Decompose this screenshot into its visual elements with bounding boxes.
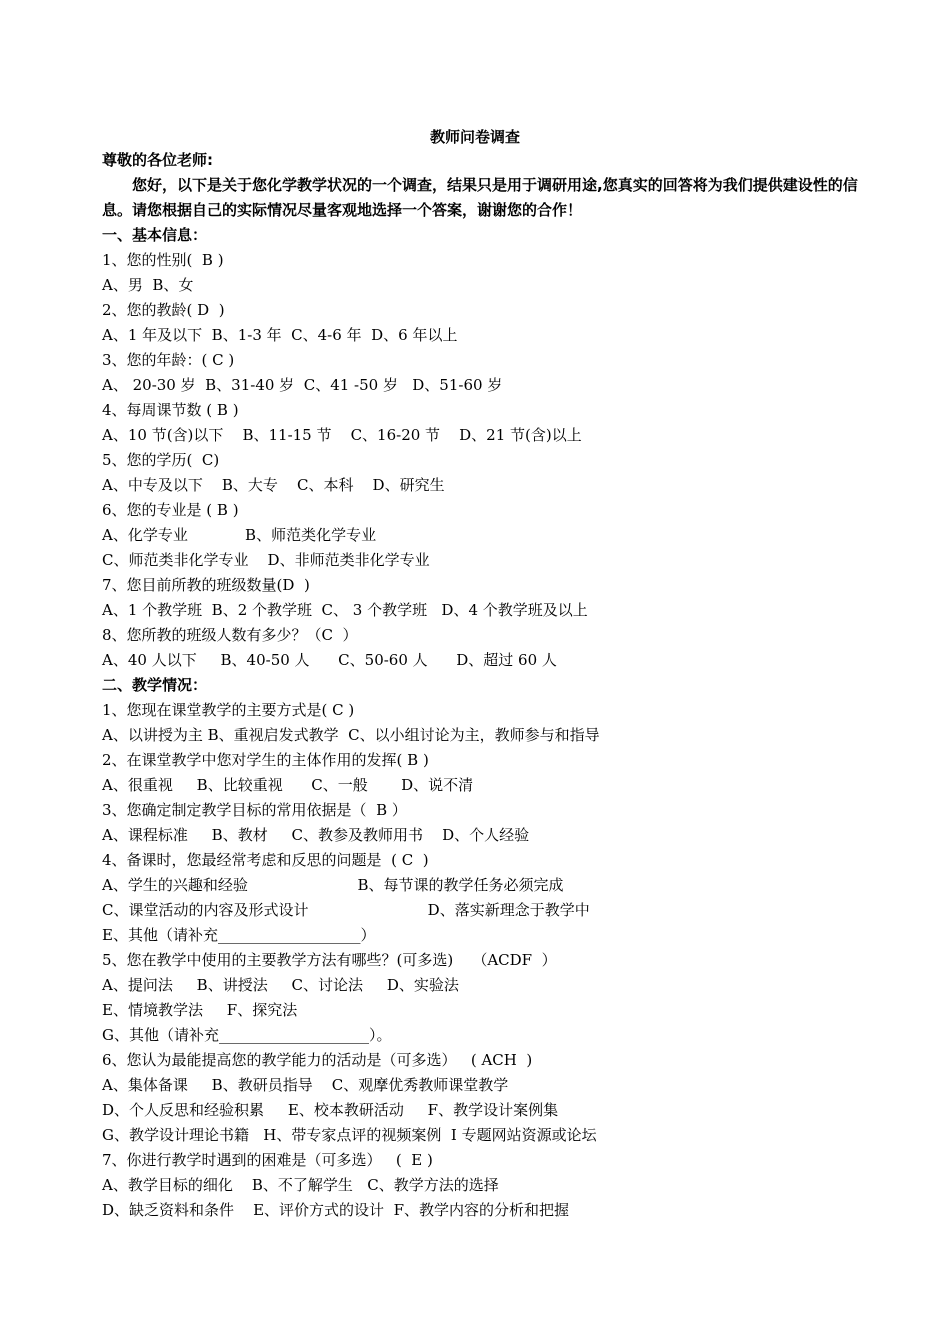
option-line: A、1 年及以下 B、1-3 年 C、4-6 年 D、6 年以上: [102, 326, 458, 344]
question-line: 6、您认为最能提高您的教学能力的活动是（可多选） ( ACH ): [102, 1051, 533, 1069]
question-line: 8、您所教的班级人数有多少？（C ）: [102, 626, 358, 644]
intro-paragraph: 您好，以下是关于您化学教学状况的一个调查，结果只是用于调研用途,您真实的回答将为我们提供建设性的信息。请您根据自己的实际情况尽量客观地选择一个答案，谢谢您的合作！: [102, 176, 858, 219]
option-line: A、很重视 B、比较重视 C、一般 D、说不清: [102, 776, 474, 794]
document-body: [102, 148, 862, 1223]
option-line: C、课堂活动的内容及形式设计 D、落实新理念于教学中: [102, 901, 590, 919]
option-line: G、其他（请补充____________________）。: [102, 1026, 392, 1044]
question-line: 4、备课时，您最经常考虑和反思的问题是 ( C ): [102, 851, 429, 869]
question-line: 5、您的学历( C): [102, 451, 220, 469]
option-line: A、提问法 B、讲授法 C、讨论法 D、实验法: [102, 976, 459, 994]
option-line: A、学生的兴趣和经验 B、每节课的教学任务必须完成: [102, 876, 564, 894]
option-line: A、 20-30 岁 B、31-40 岁 C、41 -50 岁 D、51-60 岁: [102, 376, 503, 394]
option-line: G、教学设计理论书籍 H、带专家点评的视频案例 I 专题网站资源或论坛: [102, 1126, 597, 1144]
option-line: A、集体备课 B、教研员指导 C、观摩优秀教师课堂教学: [102, 1076, 509, 1094]
option-line: A、40 人以下 B、40-50 人 C、50-60 人 D、超过 60 人: [102, 651, 557, 669]
option-line: A、1 个教学班 B、2 个教学班 C、 3 个教学班 D、4 个教学班及以上: [102, 601, 588, 619]
question-line: 6、您的专业是 ( B ): [102, 501, 239, 519]
option-line: A、10 节(含)以下 B、11-15 节 C、16-20 节 D、21 节(含)以上: [102, 426, 582, 444]
option-line: A、教学目标的细化 B、不了解学生 C、教学方法的选择: [102, 1176, 499, 1194]
option-line: E、情境教学法 F、探究法: [102, 1001, 298, 1019]
question-line: 7、你进行教学时遇到的困难是（可多选） ( E ): [102, 1151, 433, 1169]
question-line: 4、每周课节数 ( B ): [102, 401, 239, 419]
section-teaching: [102, 698, 862, 1223]
question-line: 2、在课堂教学中您对学生的主体作用的发挥( B ): [102, 751, 429, 769]
question-line: 3、您的年龄：( C ): [102, 351, 235, 369]
question-line: 1、您的性别( B ): [102, 251, 224, 269]
question-line: 2、您的教龄( D ): [102, 301, 225, 319]
option-line: A、男 B、女: [102, 276, 194, 294]
question-line: 5、您在教学中使用的主要教学方法有哪些？(可多选) （ACDF ）: [102, 951, 557, 969]
question-line: 1、您现在课堂教学的主要方式是( C ): [102, 701, 355, 719]
option-line: C、师范类非化学专业 D、非师范类非化学专业: [102, 551, 430, 569]
option-line: D、缺乏资料和条件 E、评价方式的设计 F、教学内容的分析和把握: [102, 1201, 569, 1219]
document-title: 教师问卷调查: [429, 128, 520, 146]
option-line: A、以讲授为主 B、重视启发式教学 C、以小组讨论为主，教师参与和指导: [102, 726, 600, 744]
section-basic-info: [102, 248, 862, 673]
section-teaching-heading: 二、教学情况：: [102, 676, 208, 694]
option-line: E、其他（请补充___________________）: [102, 926, 376, 944]
option-line: A、课程标准 B、教材 C、教参及教师用书 D、个人经验: [102, 826, 530, 844]
question-line: 3、您确定制定教学目标的常用依据是（ B ）: [102, 801, 407, 819]
question-line: 7、您目前所教的班级数量(D ): [102, 576, 310, 594]
option-line: A、中专及以下 B、大专 C、本科 D、研究生: [102, 476, 445, 494]
section-basic-info-heading: 一、基本信息：: [102, 226, 208, 244]
greeting: 尊敬的各位老师:: [102, 151, 213, 169]
option-line: D、个人反思和经验积累 E、校本教研活动 F、教学设计案例集: [102, 1101, 559, 1119]
option-line: A、化学专业 B、师范类化学专业: [102, 526, 377, 544]
